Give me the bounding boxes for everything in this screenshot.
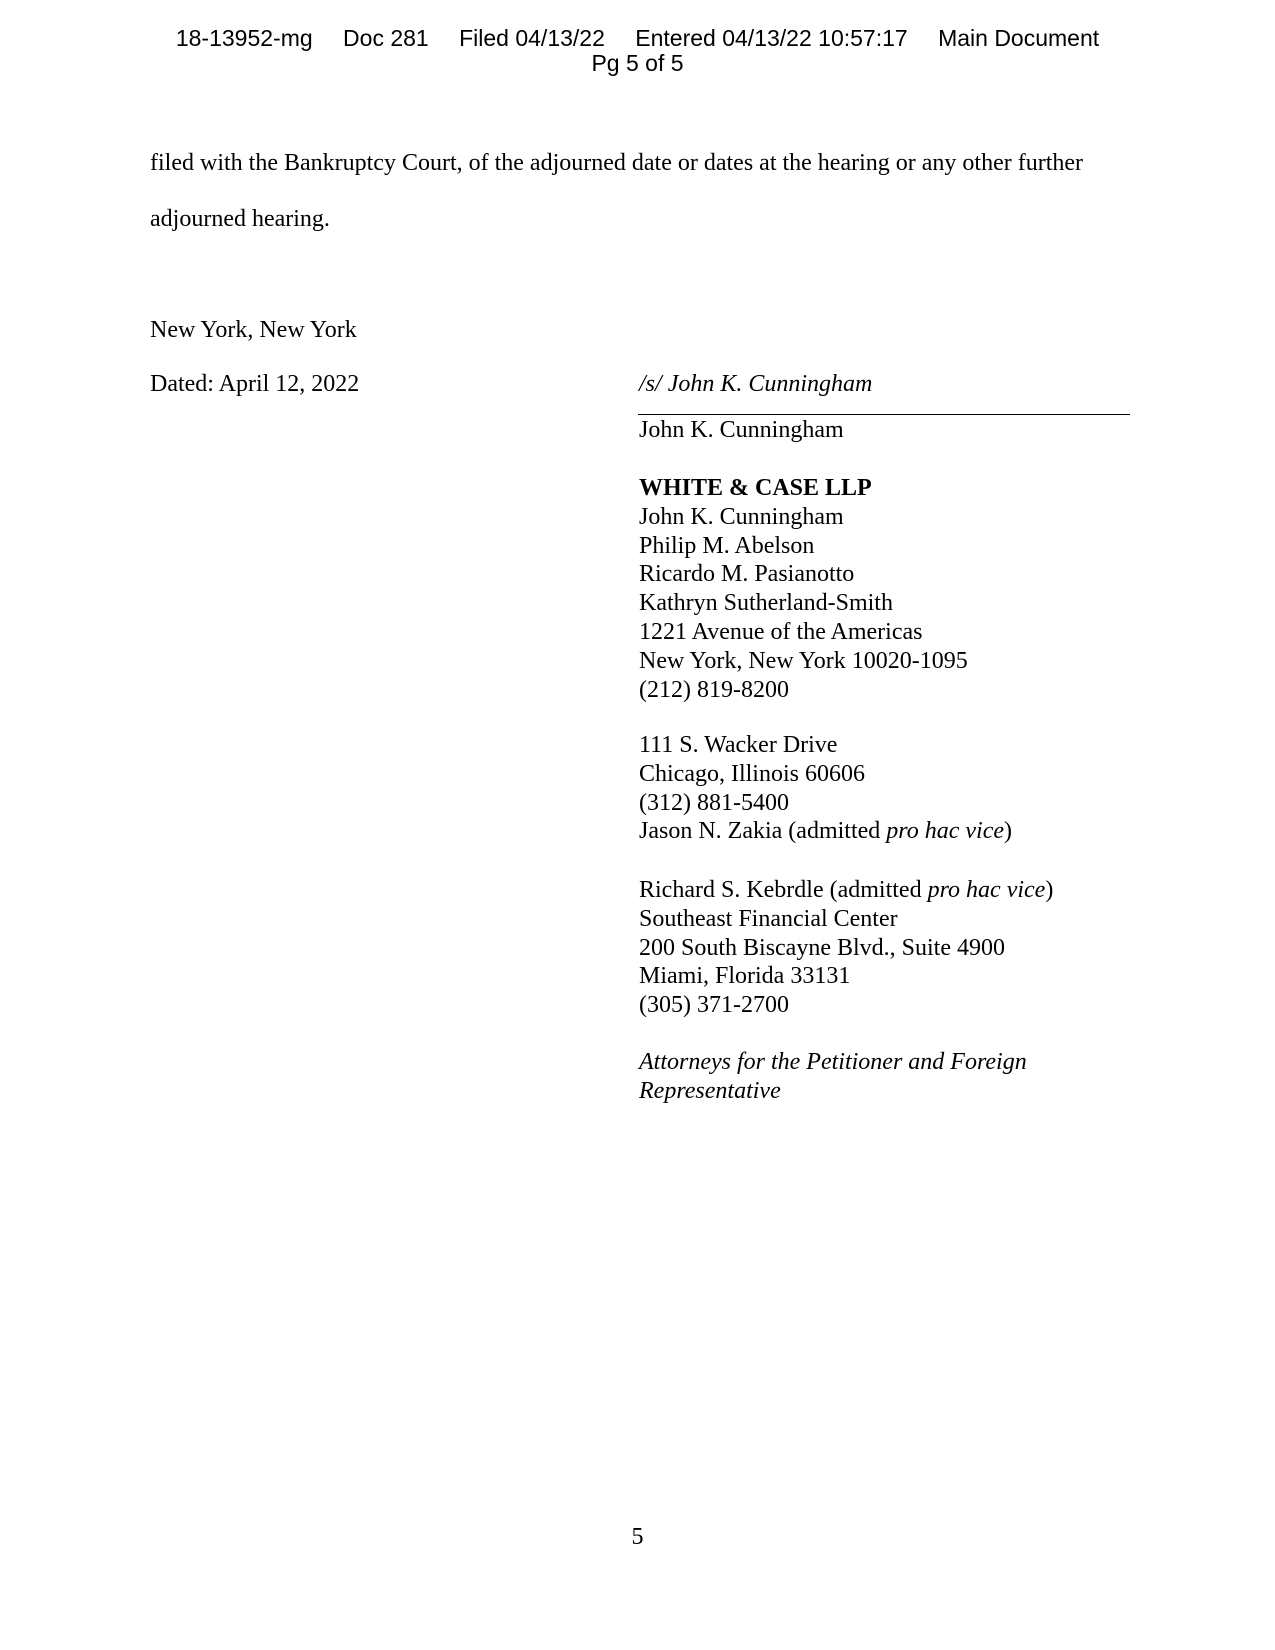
chicago-address-line-2: Chicago, Illinois 60606 [639, 760, 865, 787]
signature-name: John K. Cunningham [667, 371, 873, 397]
closing-paren: ) [1004, 818, 1012, 845]
miami-address-line-2: 200 South Biscayne Blvd., Suite 4900 [639, 934, 1005, 961]
body-text-line-1: filed with the Bankruptcy Court, of the adjourned date or dates at the hearing or any other further [150, 150, 1084, 176]
printed-name: John K. Cunningham [639, 417, 844, 443]
filing-header [0, 26, 1275, 51]
ny-address-line-1: 1221 Avenue of the Americas [639, 618, 923, 645]
closing-paren: ) [1045, 877, 1054, 903]
miami-office-block [639, 876, 1053, 1020]
chicago-phone: (312) 881-5400 [639, 789, 789, 816]
signing-location: New York, New York [150, 317, 357, 343]
role-line-2: Representative [639, 1077, 781, 1104]
firm-name: WHITE & CASE LLP [639, 475, 872, 501]
miami-address-line-3: Miami, Florida 33131 [639, 963, 851, 990]
firm-block [639, 474, 968, 704]
filed-date: Filed 04/13/22 [459, 25, 605, 51]
page-of-indicator: Pg 5 of 5 [591, 50, 684, 76]
document-type: Main Document [938, 25, 1100, 51]
miami-address-line-1: Southeast Financial Center [639, 905, 898, 932]
attorney-name: Kathryn Sutherland-Smith [639, 590, 893, 617]
attorney-name: Ricardo M. Pasianotto [639, 561, 855, 588]
doc-number: Doc 281 [343, 25, 429, 51]
signatory-block [639, 416, 844, 445]
chicago-address-line-1: 111 S. Wacker Drive [639, 732, 838, 758]
attorney-name-text: Richard S. Kebrdle (admitted [639, 877, 928, 903]
dated-line: Dated: April 12, 2022 [150, 371, 360, 397]
entered-date: Entered 04/13/22 10:57:17 [635, 25, 908, 51]
chicago-office-block [639, 731, 1012, 846]
chicago-attorney [639, 817, 1012, 846]
ny-phone: (212) 819-8200 [639, 676, 789, 703]
miami-attorney [639, 876, 1053, 905]
miami-phone: (305) 371-2700 [639, 992, 789, 1019]
attorney-name-text: Jason N. Zakia (admitted [639, 818, 887, 845]
signature-line [638, 414, 1130, 415]
body-text-line-2: adjourned hearing. [150, 206, 330, 232]
attorney-name: John K. Cunningham [639, 503, 844, 530]
signature-prefix: /s/ [639, 371, 662, 397]
page-number: 5 [631, 1524, 644, 1550]
case-number: 18-13952-mg [175, 25, 313, 51]
pro-hac-vice-text: pro hac vice [886, 818, 1004, 845]
pro-hac-vice-text: pro hac vice [927, 877, 1046, 903]
electronic-signature [639, 371, 872, 398]
attorney-name: Philip M. Abelson [639, 532, 815, 559]
ny-address-line-2: New York, New York 10020-1095 [639, 647, 968, 674]
role-block [639, 1048, 1027, 1106]
role-line-1: Attorneys for the Petitioner and Foreign [639, 1049, 1027, 1075]
